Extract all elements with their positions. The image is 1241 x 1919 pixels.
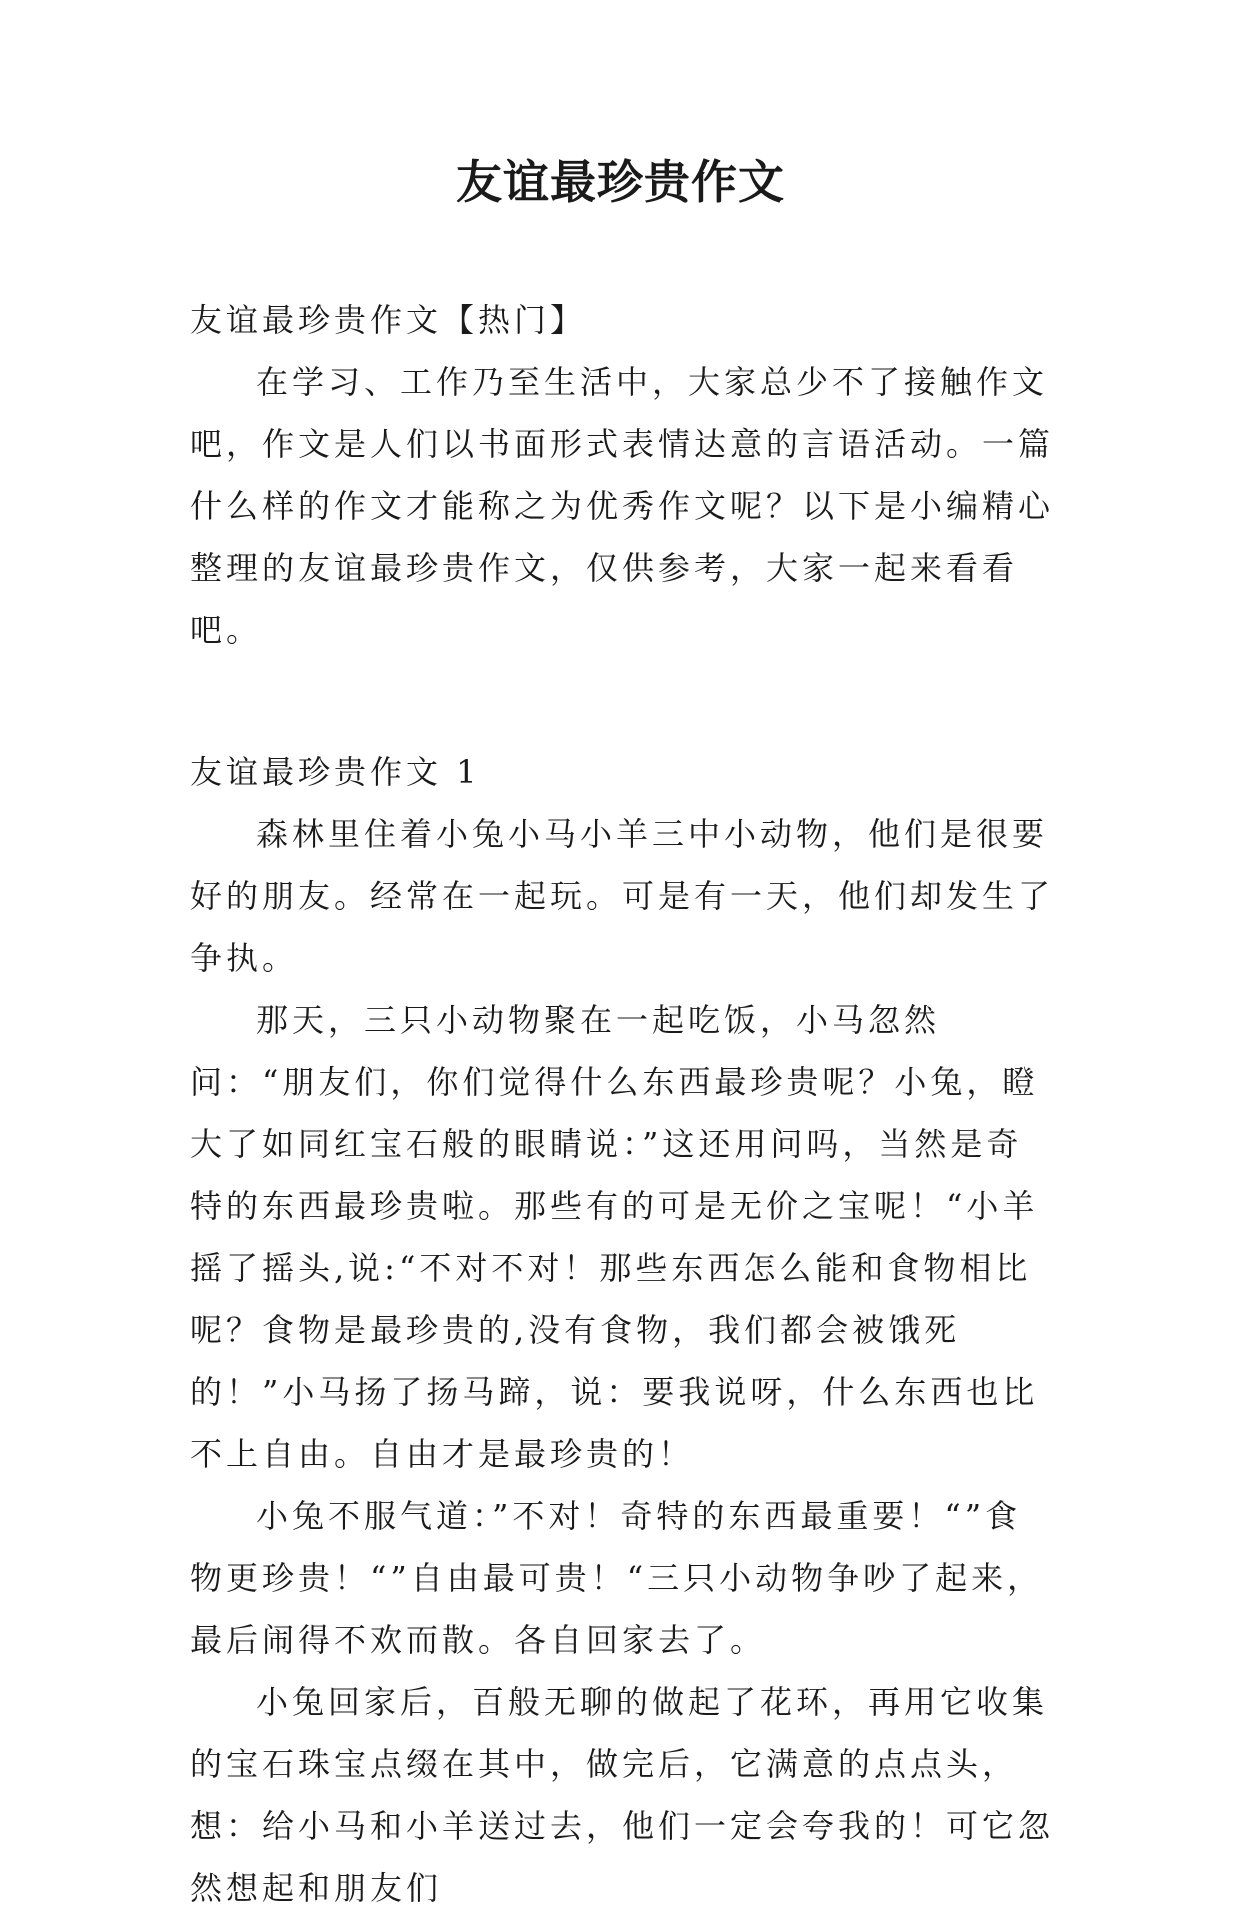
essay-paragraph: 那天，三只小动物聚在一起吃饭，小马忽然问：“朋友们，你们觉得什么东西最珍贵呢？小兔，瞪大了如同红宝石般的眼睛说：”这还用问吗，当然是奇特的东西最珍贵啦。那些有的可是无价之宝呢！“小羊摇了摇头,说:“不对不对！那些东西怎么能和食物相比呢？食物是最珍贵的,没有食物，我们都会被饿死的！”小马扬了扬马蹄，说：要我说呀，什么东西也比不上自由。自由才是最珍贵的！ (190, 1001, 1039, 1473)
essay-paragraph: 森林里住着小兔小马小羊三中小动物，他们是很要好的朋友。经常在一起玩。可是有一天，他们却发生了争执。 (190, 815, 1055, 977)
document-body (190, 289, 1056, 1919)
essay-heading: 友谊最珍贵作文 1 (190, 753, 481, 791)
intro-heading: 友谊最珍贵作文【热门】 (190, 301, 587, 339)
document-title: 友谊最珍贵作文 (456, 155, 785, 209)
section-gap (190, 661, 1056, 741)
essay-paragraph: 小兔不服气道：”不对！奇特的东西最重要！“”食物更珍贵！“”自由最可贵！“三只小动物争吵了起来，最后闹得不欢而散。各自回家去了。 (190, 1497, 1044, 1659)
intro-paragraph: 在学习、工作乃至生活中，大家总少不了接触作文吧，作文是人们以书面形式表情达意的言语活动。一篇什么样的作文才能称之为优秀作文呢？以下是小编精心整理的友谊最珍贵作文，仅供参考，大家一起来看看吧。 (190, 363, 1055, 649)
essay-paragraph: 小兔回家后，百般无聊的做起了花环，再用它收集的宝石珠宝点缀在其中，做完后，它满意的点点头，想：给小马和小羊送过去，他们一定会夸我的！可它忽然想起和朋友们 (190, 1683, 1055, 1907)
